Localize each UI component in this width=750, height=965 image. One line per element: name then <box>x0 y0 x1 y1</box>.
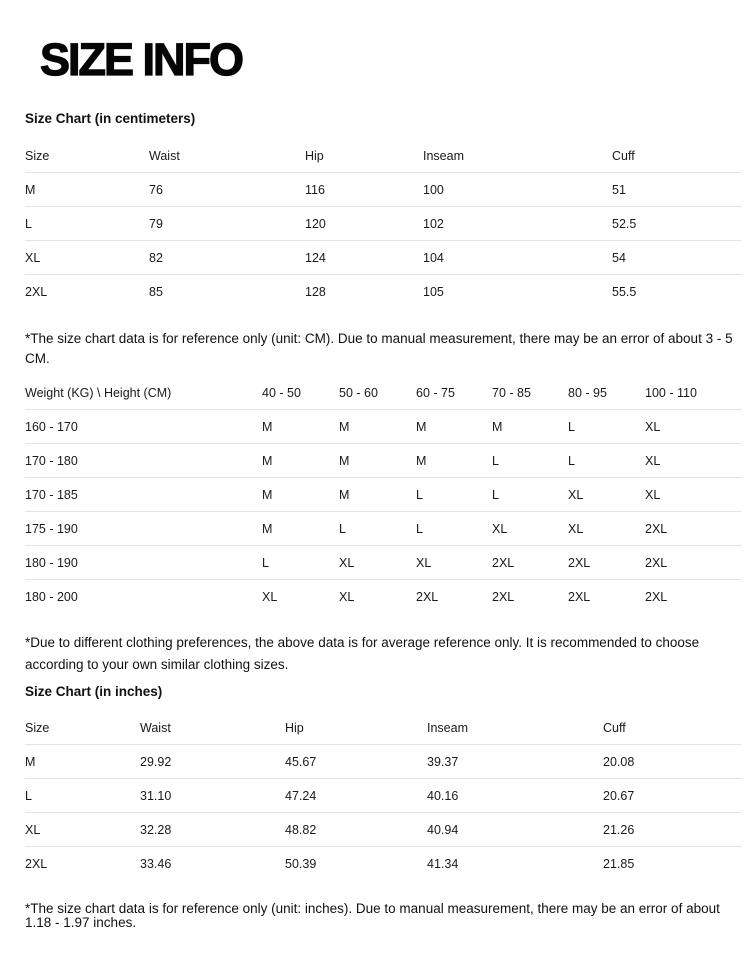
note-cm: *The size chart data is for reference only (unit: CM). Due to manual measurement, there may be an error of about 3 - 5 CM. <box>25 331 733 366</box>
table-cell: 79 <box>149 216 163 231</box>
table-row <box>25 545 742 579</box>
table-cell: 102 <box>423 216 444 231</box>
section-heading-cm: Size Chart (in centimeters) <box>25 111 196 126</box>
table-row <box>25 511 742 545</box>
column-header-range: 50 - 60 <box>339 386 378 400</box>
table-cell: 54 <box>612 250 626 265</box>
table-cell: 2XL <box>492 555 515 570</box>
column-header-range: 60 - 75 <box>416 386 455 400</box>
table-cell: L <box>25 216 32 231</box>
column-header-size: Size <box>25 149 50 163</box>
table-row <box>25 744 742 778</box>
table-cell: 21.26 <box>603 822 635 837</box>
section-heading-inches: Size Chart (in inches) <box>25 684 163 699</box>
table-cell: 160 - 170 <box>25 419 78 434</box>
table-row <box>25 206 742 240</box>
column-header-waist: Waist <box>149 149 180 163</box>
table-cell: XL <box>645 487 661 502</box>
table-cell: 55.5 <box>612 284 637 299</box>
table-cell: XL <box>339 589 355 604</box>
table-cell: 128 <box>305 284 326 299</box>
note-fit: *Due to different clothing preferences, the above data is for average reference only. It is recommended to choose according to your own similar clothing sizes. <box>25 635 700 672</box>
table-cell: 2XL <box>25 284 48 299</box>
table-cell: 29.92 <box>140 754 172 769</box>
weight-height-table <box>25 377 742 613</box>
table-cell: 2XL <box>25 856 48 871</box>
table-cell: L <box>492 487 499 502</box>
column-header-hip: Hip <box>305 149 324 163</box>
table-cell: M <box>262 419 273 434</box>
table-cell: L <box>416 521 423 536</box>
table-cell: XL <box>416 555 432 570</box>
table-cell: 175 - 190 <box>25 521 78 536</box>
table-cell: 40.16 <box>427 788 459 803</box>
table-cell: 105 <box>423 284 444 299</box>
table-cell: 100 <box>423 182 444 197</box>
table-cell: L <box>568 453 575 468</box>
table-row <box>25 409 742 443</box>
table-cell: 31.10 <box>140 788 172 803</box>
size-info-page <box>0 36 750 965</box>
table-cell: 39.37 <box>427 754 459 769</box>
column-header-range: 80 - 95 <box>568 386 607 400</box>
size-table-inches <box>25 712 742 880</box>
table-cell: 76 <box>149 182 163 197</box>
table-row <box>25 172 742 206</box>
table-cell: 47.24 <box>285 788 317 803</box>
table-cell: M <box>339 453 350 468</box>
table-row <box>25 443 742 477</box>
table-cell: M <box>25 754 36 769</box>
table-cell: 2XL <box>568 589 591 604</box>
column-header-cuff: Cuff <box>603 721 626 735</box>
table-cell: 40.94 <box>427 822 459 837</box>
table-row <box>25 812 742 846</box>
column-header-range: 100 - 110 <box>645 386 697 400</box>
table-cell: 170 - 180 <box>25 453 78 468</box>
table-cell: XL <box>645 419 661 434</box>
table-cell: 48.82 <box>285 822 317 837</box>
table-cell: 116 <box>305 182 325 197</box>
table-cell: 82 <box>149 250 163 265</box>
size-table-cm <box>25 140 742 308</box>
table-cell: 32.28 <box>140 822 172 837</box>
table-cell: XL <box>339 555 355 570</box>
table-cell: 120 <box>305 216 326 231</box>
table-cell: 2XL <box>645 589 668 604</box>
table-cell: XL <box>568 487 584 502</box>
table-cell: M <box>25 182 36 197</box>
table-cell: M <box>416 419 427 434</box>
table-header-row <box>25 377 742 409</box>
table-cell: 41.34 <box>427 856 459 871</box>
table-cell: L <box>492 453 499 468</box>
column-header-waist: Waist <box>140 721 171 735</box>
note-inches: *The size chart data is for reference only (unit: inches). Due to manual measurement, there may be an error of about 1.18 - 1.97 inches. <box>25 901 720 930</box>
table-cell: 21.85 <box>603 856 635 871</box>
table-cell: L <box>339 521 346 536</box>
table-row <box>25 240 742 274</box>
table-cell: 2XL <box>645 555 668 570</box>
column-header-inseam: Inseam <box>427 721 468 735</box>
page-title: SIZE INFO <box>40 34 243 85</box>
table-cell: XL <box>262 589 278 604</box>
table-cell: 180 - 200 <box>25 589 78 604</box>
column-header-range: 40 - 50 <box>262 386 301 400</box>
table-cell: M <box>492 419 503 434</box>
table-cell: M <box>416 453 427 468</box>
table-cell: 33.46 <box>140 856 172 871</box>
table-cell: XL <box>25 822 41 837</box>
table-header-row <box>25 140 742 172</box>
column-header-hip: Hip <box>285 721 304 735</box>
table-cell: M <box>339 487 350 502</box>
table-cell: L <box>416 487 423 502</box>
table-row <box>25 477 742 511</box>
table-row <box>25 778 742 812</box>
table-cell: 180 - 190 <box>25 555 78 570</box>
table-row <box>25 846 742 880</box>
table-cell: 85 <box>149 284 163 299</box>
table-row <box>25 579 742 613</box>
table-cell: 20.08 <box>603 754 635 769</box>
table-cell: 170 - 185 <box>25 487 78 502</box>
table-cell: 50.39 <box>285 856 317 871</box>
table-cell: M <box>262 453 273 468</box>
column-header-inseam: Inseam <box>423 149 464 163</box>
table-cell: L <box>25 788 32 803</box>
table-row <box>25 274 742 308</box>
table-cell: 51 <box>612 182 626 197</box>
column-header-range: 70 - 85 <box>492 386 531 400</box>
table-cell: M <box>262 487 273 502</box>
table-cell: L <box>262 555 269 570</box>
table-cell: 124 <box>305 250 326 265</box>
table-cell: XL <box>645 453 661 468</box>
table-cell: 45.67 <box>285 754 317 769</box>
column-header-size: Size <box>25 721 50 735</box>
column-header-weight-height: Weight (KG) \ Height (CM) <box>25 386 172 400</box>
table-cell: M <box>339 419 350 434</box>
table-cell: 20.67 <box>603 788 635 803</box>
table-cell: M <box>262 521 273 536</box>
table-cell: 104 <box>423 250 444 265</box>
table-cell: XL <box>568 521 584 536</box>
table-cell: L <box>568 419 575 434</box>
table-cell: 2XL <box>416 589 439 604</box>
column-header-cuff: Cuff <box>612 149 635 163</box>
table-cell: 52.5 <box>612 216 637 231</box>
table-header-row <box>25 712 742 744</box>
table-cell: XL <box>492 521 508 536</box>
table-cell: 2XL <box>645 521 668 536</box>
table-cell: 2XL <box>492 589 515 604</box>
table-cell: XL <box>25 250 41 265</box>
table-cell: 2XL <box>568 555 591 570</box>
